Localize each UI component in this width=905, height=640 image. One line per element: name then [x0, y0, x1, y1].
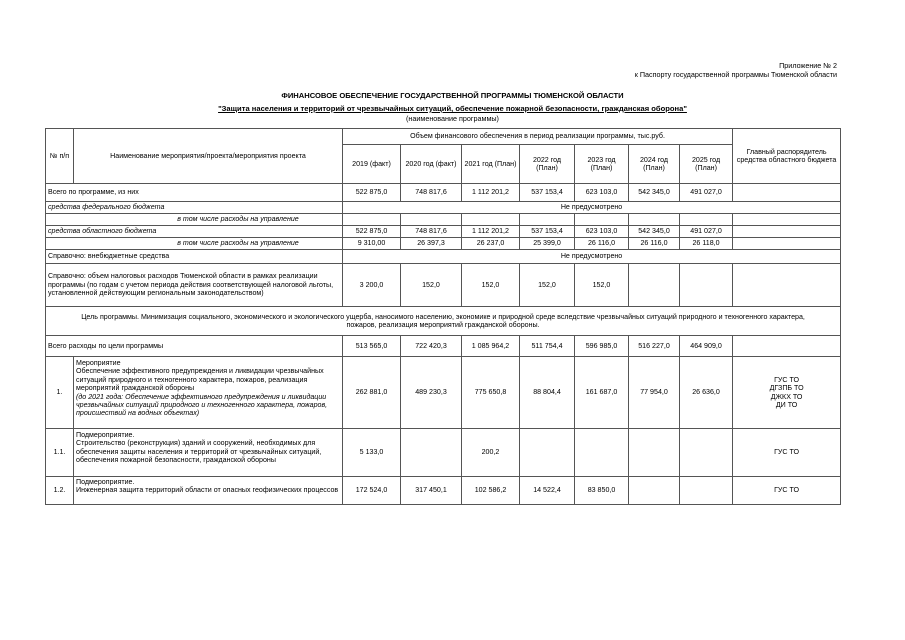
row-label: в том числе расходы на управление [46, 238, 343, 250]
cell-value: 1 112 201,2 [462, 184, 520, 202]
cell-value: 26 237,0 [462, 238, 520, 250]
cell-empty [401, 214, 462, 226]
cell-value: 172 524,0 [343, 477, 401, 505]
cell-value: 152,0 [462, 264, 520, 307]
cell-empty [575, 214, 629, 226]
cell-value: 26 116,0 [629, 238, 680, 250]
header-year: 2023 год (План) [575, 145, 629, 184]
cell-value: 491 027,0 [680, 226, 733, 238]
cell-value [401, 429, 462, 477]
cell-value: 748 817,6 [401, 184, 462, 202]
row-item-1 [46, 357, 841, 429]
item-kind: Мероприятие [76, 359, 121, 367]
appendix-line-2: к Паспорту государственной программы Тюменской области [634, 70, 837, 79]
header-year: 2021 год (План) [462, 145, 520, 184]
row-label: Справочно: внебюджетные средства [46, 250, 343, 264]
appendix-note [635, 61, 837, 79]
item-text: Инженерная защита территорий области от опасных геофизических процессов [76, 486, 339, 495]
row-federal-mgmt [46, 214, 841, 226]
cell-value: 83 850,0 [575, 477, 629, 505]
cell-value: 1 112 201,2 [462, 226, 520, 238]
item-text: Обеспечение эффективного предупреждения и ликвидации чрезвычайных ситуаций природного и техногенного характера, пожаров, реализация мероприятий гражданской обороны [76, 367, 324, 393]
cell-value [680, 264, 733, 307]
cell-value: 152,0 [520, 264, 575, 307]
row-total [46, 184, 841, 202]
cell-value: 26 397,3 [401, 238, 462, 250]
header-year: 2025 год (План) [680, 145, 733, 184]
item-num: 1.1. [46, 429, 74, 477]
item-num: 1.2. [46, 477, 74, 505]
row-goal [46, 307, 841, 336]
cell-empty [520, 214, 575, 226]
row-label: средства областного бюджета [46, 226, 343, 238]
item-kind: Подмероприятие. [76, 431, 135, 439]
tax-label-main: Справочно: объем налоговых расходов Тюменской области в рамках реализации программы [48, 272, 318, 289]
cell-value: 516 227,0 [629, 336, 680, 357]
cell-value: 161 687,0 [575, 357, 629, 429]
manager-code: ГУС ТО [733, 429, 841, 477]
cell-value: 522 875,0 [343, 226, 401, 238]
header-year: 2020 год (факт) [401, 145, 462, 184]
header-volume: Объем финансового обеспечения в период реализации программы, тыс.руб. [343, 129, 733, 145]
cell-value: 26 116,0 [575, 238, 629, 250]
cell-value: 317 450,1 [401, 477, 462, 505]
cell-value: 748 817,6 [401, 226, 462, 238]
cell-value: 623 103,0 [575, 184, 629, 202]
cell-value: 26 636,0 [680, 357, 733, 429]
item-kind: Подмероприятие. [76, 478, 135, 486]
cell-value: 775 650,8 [462, 357, 520, 429]
row-tax [46, 264, 841, 307]
cell-value: 200,2 [462, 429, 520, 477]
row-label: Всего по программе, из них [46, 184, 343, 202]
item-text: Строительство (реконструкция) зданий и сооружений, необходимых для обеспечения защиты населения и территорий от чрезвычайных ситуаций, обеспечения пожарной безопасности, гражданской обороны [76, 439, 322, 465]
cell-value [680, 477, 733, 505]
row-label: средства федерального бюджета [46, 202, 343, 214]
cell-value: 5 133,0 [343, 429, 401, 477]
item-description [74, 477, 343, 505]
cell-empty [733, 264, 841, 307]
cell-value: 623 103,0 [575, 226, 629, 238]
cell-value: 542 345,0 [629, 184, 680, 202]
finance-table [45, 128, 841, 505]
row-item-1-2 [46, 477, 841, 505]
cell-empty [733, 238, 841, 250]
cell-value [680, 429, 733, 477]
manager-code: ДГЗПБ ТО [769, 384, 804, 393]
header-year: 2022 год (План) [520, 145, 575, 184]
item-num: 1. [46, 357, 74, 429]
cell-value: 152,0 [401, 264, 462, 307]
header-year: 2024 год (План) [629, 145, 680, 184]
cell-value: 88 804,4 [520, 357, 575, 429]
program-goal: Цель программы. Минимизация социального, экономического и экологического ущерба, наносимого населению, экономике и природной среде вследствие чрезвычайных ситуаций природного и техногенного характера, пожаров, реализация мероприятий гражданской обороны. [46, 307, 841, 336]
header-name: Наименование мероприятия/проекта/мероприятия проекта [74, 129, 343, 184]
cell-empty [733, 184, 841, 202]
row-federal [46, 202, 841, 214]
cell-value: 464 909,0 [680, 336, 733, 357]
cell-value: 596 985,0 [575, 336, 629, 357]
cell-value: 489 230,3 [401, 357, 462, 429]
header-manager: Главный распорядитель средства областного бюджета [733, 129, 841, 184]
cell-value: 77 954,0 [629, 357, 680, 429]
row-label: в том числе расходы на управление [46, 214, 343, 226]
cell-value: 14 522,4 [520, 477, 575, 505]
appendix-line-1: Приложение № 2 [779, 61, 837, 70]
cell-empty [462, 214, 520, 226]
cell-value: 9 310,00 [343, 238, 401, 250]
manager-code: ДИ ТО [775, 400, 798, 409]
cell-value [520, 429, 575, 477]
cell-empty [733, 226, 841, 238]
cell-value: 511 754,4 [520, 336, 575, 357]
not-provided-note: Не предусмотрено [343, 202, 841, 214]
cell-value: 3 200,0 [343, 264, 401, 307]
cell-value: 513 565,0 [343, 336, 401, 357]
program-name-note: (наименование программы) [406, 114, 499, 123]
cell-value: 262 881,0 [343, 357, 401, 429]
cell-value: 102 586,2 [462, 477, 520, 505]
cell-value: 1 085 964,2 [462, 336, 520, 357]
row-regional-mgmt [46, 238, 841, 250]
not-provided-note: Не предусмотрено [343, 250, 841, 264]
cell-empty [733, 214, 841, 226]
manager-code: ГУС ТО [774, 375, 800, 384]
header-year: 2019 (факт) [343, 145, 401, 184]
item-description [74, 429, 343, 477]
cell-value: 537 153,4 [520, 226, 575, 238]
manager-code: ДЖКХ ТО [770, 392, 803, 401]
cell-value [629, 429, 680, 477]
manager-code: ГУС ТО [733, 477, 841, 505]
cell-empty [629, 214, 680, 226]
tax-label-note: (по годам с учетом периода действия соответствующей налоговой льготы, установленной действующим региональным законодательством) [48, 280, 334, 298]
cell-value: 722 420,3 [401, 336, 462, 357]
cell-value [629, 264, 680, 307]
program-name: "Защита населения и территорий от чрезвычайных ситуаций, обеспечение пожарной безопасности, гражданская оборона" [218, 104, 687, 113]
row-label [46, 264, 343, 307]
cell-value: 537 153,4 [520, 184, 575, 202]
cell-value: 152,0 [575, 264, 629, 307]
cell-value: 491 027,0 [680, 184, 733, 202]
row-item-1-1 [46, 429, 841, 477]
row-label: Всего расходы по цели программы [46, 336, 343, 357]
cell-value: 26 118,0 [680, 238, 733, 250]
cell-value: 542 345,0 [629, 226, 680, 238]
cell-value [575, 429, 629, 477]
cell-empty [343, 214, 401, 226]
item-note: (до 2021 года: Обеспечение эффективного предупреждения и ликвидации чрезвычайных ситуаций природного и техногенного характера, пожаров, происшествий на водных объектах) [76, 392, 328, 418]
row-regional [46, 226, 841, 238]
cell-value: 25 399,0 [520, 238, 575, 250]
row-goal-total [46, 336, 841, 357]
item-description [74, 357, 343, 429]
page-title: ФИНАНСОВОЕ ОБЕСПЕЧЕНИЕ ГОСУДАРСТВЕННОЙ ПРОГРАММЫ ТЮМЕНСКОЙ ОБЛАСТИ [281, 91, 624, 100]
cell-value: 522 875,0 [343, 184, 401, 202]
cell-empty [733, 336, 841, 357]
cell-value [629, 477, 680, 505]
row-offbudget [46, 250, 841, 264]
manager-list [733, 357, 841, 429]
cell-empty [680, 214, 733, 226]
header-num: № п/п [46, 129, 74, 184]
